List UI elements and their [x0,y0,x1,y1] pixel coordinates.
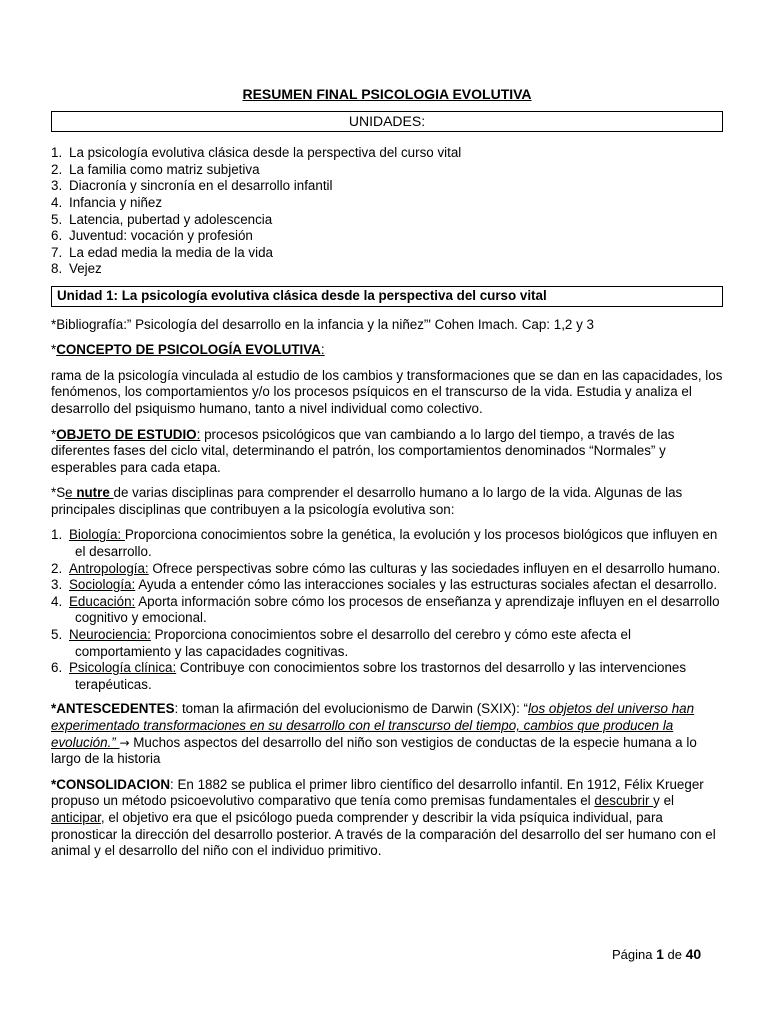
concept-heading: CONCEPTO DE PSICOLOGÍA EVOLUTIVA [56,342,321,358]
antecedents-paragraph: *ANTESCEDENTES: toman la afirmación del evolucionismo de Darwin (SXIX): “los objetos del universo han experimentado transformaciones en su desarrollo con el transcurso del tiempo, cambios que producen la evolución.” → Muchos aspectos del desarrollo del niño son vestigios de conductas de la especie humana a lo largo de la historia [51,701,697,767]
concept-heading-line: *CONCEPTO DE PSICOLOGÍA EVOLUTIVA: [51,342,325,358]
units-list [51,145,723,278]
object-heading: OBJETO DE ESTUDIO [56,426,197,442]
bibliography: *Bibliografía:” Psicología del desarrollo en la infancia y la niñez”' Cohen Imach. Cap: 1,2 y 3 [51,316,594,332]
list-item: 7. La edad media la media de la vida [51,244,273,260]
list-item: 2. Antropología: Ofrece perspectivas sobre cómo las culturas y las sociedades influyen en el desarrollo humano. [51,560,721,576]
page-number: Página 1 de 40 [612,946,702,962]
list-item: 1. La psicología evolutiva clásica desde la perspectiva del curso vital [51,145,462,161]
nutre-paragraph: *Se nutre de varias disciplinas para comprender el desarrollo humano a lo largo de la vida. Algunas de las principales disciplinas que contribuyen a la psicología evolutiva son: [51,485,683,517]
list-item: 5. Neurociencia: Proporciona conocimientos sobre el desarrollo del cerebro y cómo este afecta el comportamiento y las capacidades cognitivas. [51,627,631,659]
list-item: 8. Vejez [51,261,102,277]
list-item: 6. Psicología clínica: Contribuye con conocimientos sobre los trastornos del desarrollo y las intervenciones terapéuticas. [51,660,687,692]
document-content [51,86,723,869]
arrow-right-icon: → [119,735,130,750]
list-item: 4. Infancia y niñez [51,194,163,210]
list-item: 2. La familia como matriz subjetiva [51,161,260,177]
list-item: 5. Latencia, pubertad y adolescencia [51,211,273,227]
concept-body: rama de la psicología vinculada al estudio de los cambios y transformaciones que se dan en las capacidades, los fenómenos, los comportamientos y/o los procesos psíquicos en el transcurso de la vida. Estudia y analiza el desarrollo del psiquismo humano, tanto a nivel individual como colectivo. [51,367,723,416]
darwin-quote: los objetos del universo han experimentado transformaciones en su desarrollo con el transcurso del tiempo, cambios que producen la evolución.” [51,701,695,750]
disciplines-list [51,527,723,693]
document-title: RESUMEN FINAL PSICOLOGIA EVOLUTIVA [242,86,532,102]
list-item: 1. Biología: Proporciona conocimientos sobre la genética, la evolución y los procesos biológicos que influyen en el desarrollo. [51,527,718,560]
unit1-header-box: Unidad 1: La psicología evolutiva clásica desde la perspectiva del curso vital [51,286,723,307]
consolidation-paragraph: *CONSOLIDACION: En 1882 se publica el primer libro científico del desarrollo infantil. En 1912, Félix Krueger propuso un método psicoevolutivo comparativo que tenía como premisas fundamentales el descubrir y el anticipar, el objetivo era que el psicólogo pueda comprender y describir la vida psíquica individual, para pronosticar la dirección del desarrollo posterior. A través de la comparación del desarrollo del ser humano con el animal y el desarrollo del niño con el individuo primitivo. [51,776,716,859]
object-paragraph: *OBJETO DE ESTUDIO: procesos psicológicos que van cambiando a lo largo del tiempo, a través de las diferentes fases del ciclo vital, determinando el patrón, los comportamientos denominados “Normales” y esperables para cada etapa. [51,426,675,475]
list-item: 6. Juventud: vocación y profesión [51,228,253,244]
list-item: 3. Diacronía y sincronía en el desarrollo infantil [51,178,333,194]
consolidation-heading: *CONSOLIDACION [51,776,171,792]
list-item: 4. Educación: Aporta información sobre cómo los procesos de enseñanza y aprendizaje influyen en el desarrollo cognitivo y emocional. [51,593,720,626]
antecedents-heading: *ANTESCEDENTES [51,701,175,717]
list-item: 3. Sociología: Ayuda a entender cómo las interacciones sociales y las estructuras sociales afectan el desarrollo. [51,577,718,593]
units-header-box: UNIDADES: [51,111,723,133]
